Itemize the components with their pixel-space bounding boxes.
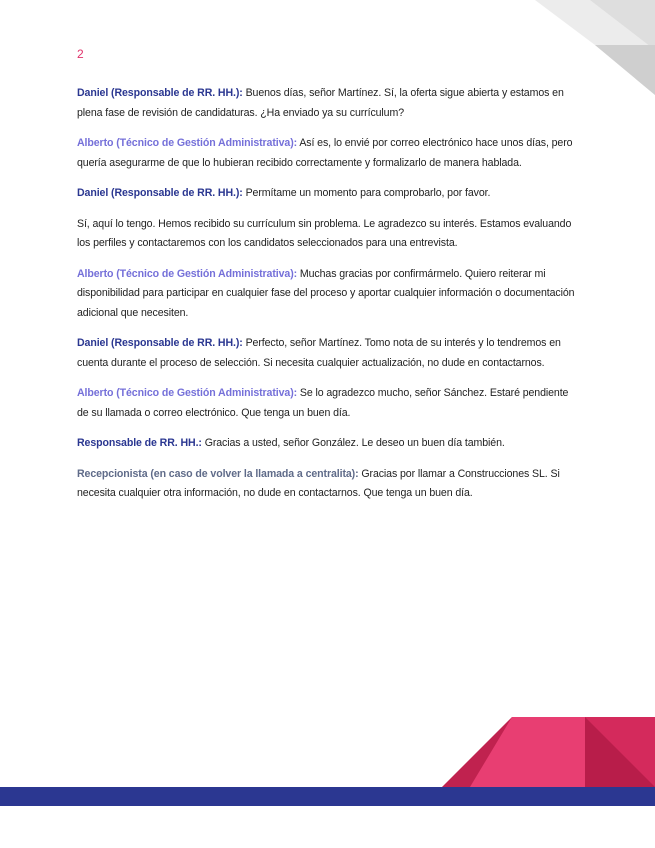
dialogue-text: Así es, lo envié por correo electrónico hace unos días, pero quería asegurarme de que lo hubieran recibido correctamente y formalizarlo de manera hablada. <box>77 137 573 169</box>
dialogue-text: Gracias a usted, señor González. Le deseo un buen día también. <box>201 437 505 449</box>
speaker-label: Alberto (Técnico de Gestión Administrativa): <box>77 137 298 149</box>
dialogue-paragraph <box>77 134 582 173</box>
speaker-label: Daniel (Responsable de RR. HH.): <box>77 187 243 199</box>
dialogue-text: Permítame un momento para comprobarlo, por favor. <box>242 187 491 199</box>
dialogue-body <box>77 84 582 515</box>
dialogue-paragraph <box>77 384 582 423</box>
dialogue-text: Perfecto, señor Martínez. Tomo nota de su interés y lo tendremos en cuenta durante el proceso de selección. Si necesita cualquier actualización, no dude en contactarnos. <box>77 337 561 369</box>
dialogue-paragraph <box>77 184 582 204</box>
dialogue-text: Sí, aquí lo tengo. Hemos recibido su currículum sin problema. Le agradezco su interés. Estamos evaluando los perfiles y contactaremos con los candidatos seleccionados para una entrevista. <box>77 217 572 249</box>
speaker-label: Daniel (Responsable de RR. HH.): <box>77 87 243 99</box>
dialogue-text: Se lo agradezco mucho, señor Sánchez. Estaré pendiente de su llamada o correo electrónico. Que tenga un buen día. <box>77 387 569 419</box>
speaker-label: Alberto (Técnico de Gestión Administrativa): <box>77 267 298 280</box>
dialogue-paragraph <box>77 84 582 123</box>
dialogue-text: Buenos días, señor Martínez. Sí, la oferta sigue abierta y estamos en plena fase de revisión de candidaturas. ¿Ha enviado ya su currículum? <box>77 87 564 119</box>
dialogue-paragraph <box>77 334 582 373</box>
speaker-label: Alberto (Técnico de Gestión Administrativa): <box>77 387 298 399</box>
dialogue-text: Gracias por llamar a Construcciones SL. Si necesita cualquier otra información, no dude en contactarnos. Que tenga un buen día. <box>77 467 560 499</box>
speaker-label: Recepcionista (en caso de volver la llamada a centralita): <box>77 467 359 480</box>
page-number: 2 <box>77 47 84 61</box>
dialogue-paragraph <box>77 465 582 504</box>
dialogue-paragraph <box>77 215 582 254</box>
dialogue-paragraph <box>77 265 582 324</box>
footer-decoration <box>0 700 655 810</box>
speaker-label: Responsable de RR. HH.: <box>77 437 202 449</box>
dialogue-paragraph <box>77 434 582 454</box>
dialogue-text: Muchas gracias por confirmármelo. Quiero reiterar mi disponibilidad para participar en cualquier fase del proceso y aportar cualquier información o documentación adicional que necesiten. <box>77 267 575 319</box>
speaker-label: Daniel (Responsable de RR. HH.): <box>77 337 243 349</box>
